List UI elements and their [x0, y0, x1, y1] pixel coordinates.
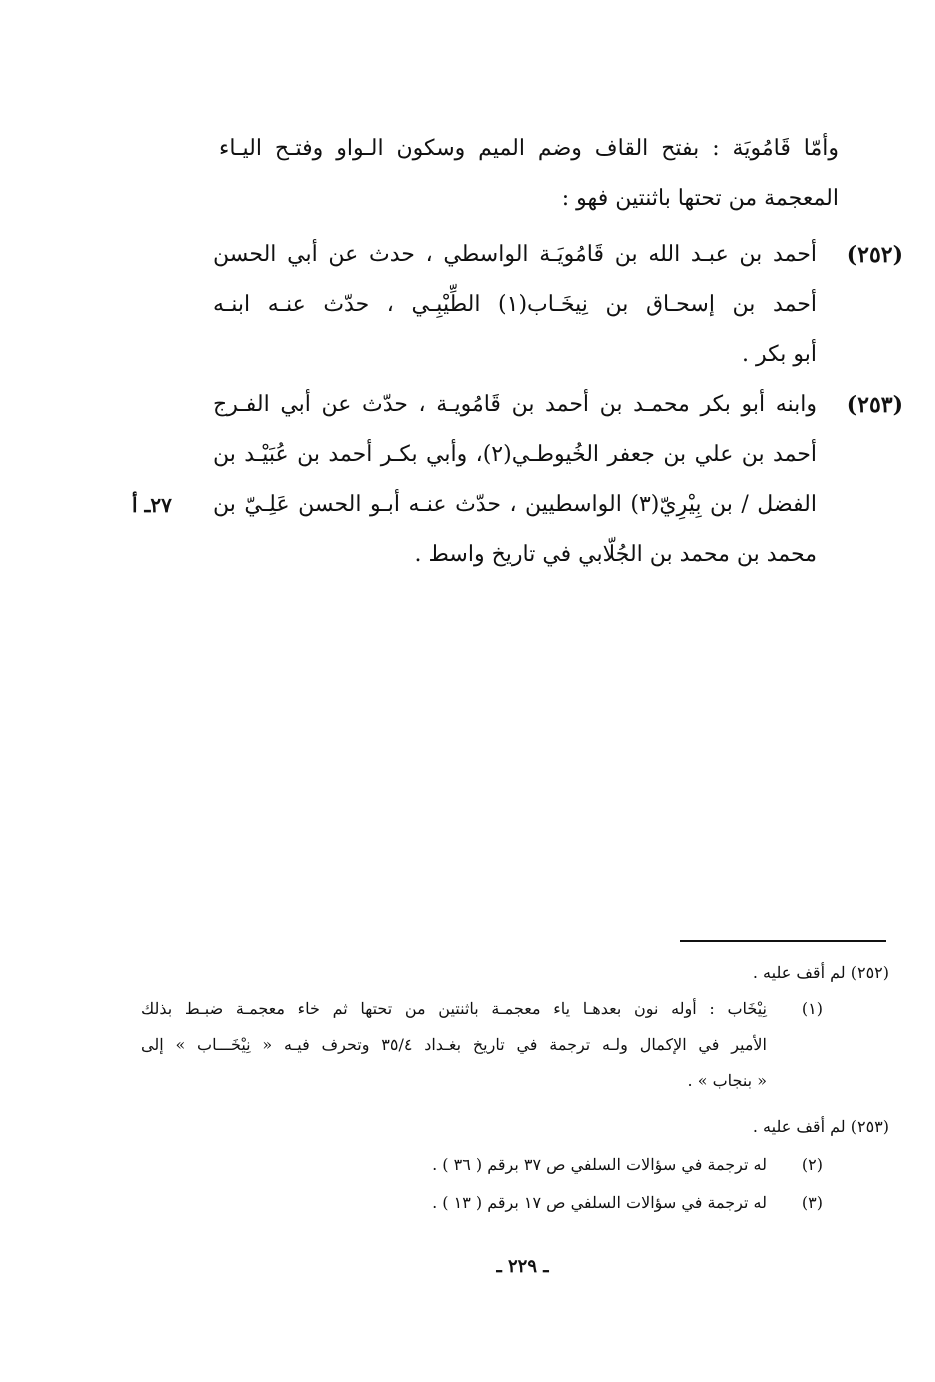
entry-253-line-4: محمد بن محمد بن الجُلّابي في تاريخ واسط . [414, 542, 817, 567]
footnote-2-number: (٢) [801, 1155, 823, 1174]
footnote-252-heading: (٢٥٢) لم أقف عليه . [752, 963, 889, 982]
entry-253-line-2: أحمد بن علي بن جعفر الخُيوطـي(٢)، وأبي بكـر أحمد بن عُبَيْـد بن [213, 442, 817, 467]
entry-253-line-3: الفضل / بن بِيْرِيّ(٣) الواسطيين ، حدّث عنـه أبـو الحسن عَلِـيّ بن [213, 492, 817, 517]
footnote-3-text: له ترجمة في سؤالات السلفي ص ١٧ برقم ( ١٣ ) . [432, 1193, 767, 1212]
footnote-2-text: له ترجمة في سؤالات السلفي ص ٣٧ برقم ( ٣٦ ) . [432, 1155, 767, 1174]
footnote-3-number: (٣) [801, 1193, 823, 1212]
footnote-1-line-2: الأمير في الإكمال ولـه ترجمة في تاريخ بغـداد ٣٥/٤ وتحرف فيـه « نِيْخَـــاب » إلى [141, 1035, 768, 1054]
entry-number-252: (٢٥٢) [846, 242, 903, 268]
footnote-1-line-3: « بنجاب » . [687, 1071, 767, 1090]
footnote-1-number: (١) [801, 999, 823, 1018]
entry-253-line-1: وابنه أبو بكر محمـد بن أحمد بن قَامُويـة ، حدّث عن أبي الفـرج [213, 392, 817, 417]
intro-line-1: وأمّا قَامُويَة : بفتح القاف وضم الميم وسكون الـواو وفتـح اليـاء [219, 136, 839, 161]
footnote-1-line-1: نِيْخَاب : أوله نون بعدهـا ياء معجمـة باثنتين من تحتها ثم خاء معجمـة ضبـط بذلك [141, 999, 767, 1018]
page-number: ـ ٢٢٩ ـ [496, 1256, 549, 1277]
entry-252-line-1: أحمد بن عبـد الله بن قَامُويَـة الواسطي ، حدث عن أبي الحسن [213, 242, 817, 267]
entry-252-line-3: أبو بكر . [742, 342, 817, 367]
margin-folio-note: ٢٧ـ أ [132, 493, 172, 517]
intro-line-2: المعجمة من تحتها باثنتين فهو : [561, 186, 839, 211]
entry-number-253: (٢٥٣) [846, 392, 903, 418]
entry-252-line-2: أحمد بن إسحـاق بن نِيخَـاب(١) الطِّيْبِـي ، حدّث عنـه ابنـه [213, 292, 817, 317]
footnote-separator [680, 940, 886, 942]
footnote-253-heading: (٢٥٣) لم أقف عليه . [752, 1117, 889, 1136]
